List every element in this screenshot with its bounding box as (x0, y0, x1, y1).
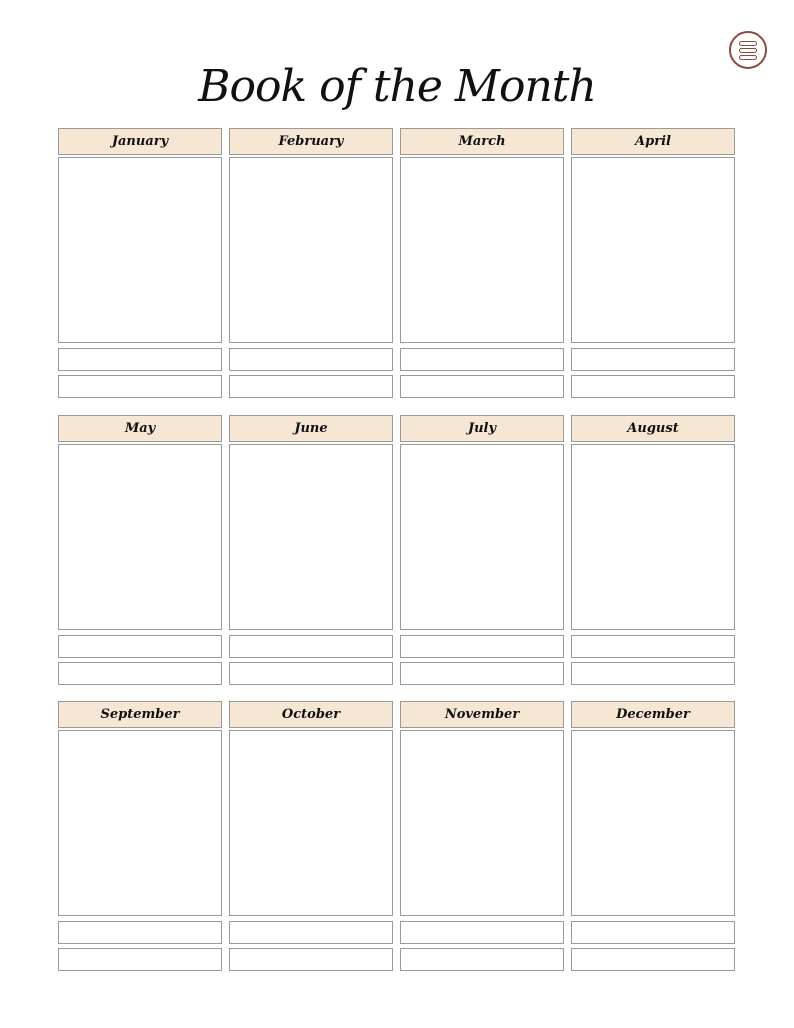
month-header: September (58, 701, 222, 728)
book-cover-box[interactable] (400, 730, 564, 916)
title-line[interactable] (571, 921, 735, 944)
title-line[interactable] (229, 921, 393, 944)
title-line[interactable] (229, 635, 393, 658)
title-line[interactable] (58, 348, 222, 371)
title-line[interactable] (58, 921, 222, 944)
title-line[interactable] (571, 635, 735, 658)
author-line[interactable] (229, 948, 393, 971)
book-cover-box[interactable] (229, 157, 393, 343)
author-line[interactable] (58, 375, 222, 398)
month-header: May (58, 415, 222, 442)
menu-bar-3 (739, 55, 757, 60)
title-line[interactable] (400, 635, 564, 658)
author-line[interactable] (571, 948, 735, 971)
book-cover-box[interactable] (571, 730, 735, 916)
title-line[interactable] (229, 348, 393, 371)
month-header: June (229, 415, 393, 442)
book-cover-box[interactable] (58, 730, 222, 916)
book-cover-box[interactable] (229, 444, 393, 630)
month-header: December (571, 701, 735, 728)
month-header: October (229, 701, 393, 728)
month-header: January (58, 128, 222, 155)
page-title: Book of the Month (198, 61, 596, 112)
menu-bar-1 (739, 41, 757, 46)
author-line[interactable] (400, 948, 564, 971)
author-line[interactable] (58, 662, 222, 685)
month-header: February (229, 128, 393, 155)
book-cover-box[interactable] (571, 444, 735, 630)
title-line[interactable] (400, 921, 564, 944)
book-cover-box[interactable] (58, 157, 222, 343)
author-line[interactable] (571, 662, 735, 685)
author-line[interactable] (400, 375, 564, 398)
book-cover-box[interactable] (58, 444, 222, 630)
menu-list-icon[interactable] (729, 31, 767, 69)
month-header: March (400, 128, 564, 155)
title-line[interactable] (58, 635, 222, 658)
author-line[interactable] (229, 662, 393, 685)
menu-bar-2 (739, 48, 757, 53)
month-header: July (400, 415, 564, 442)
book-cover-box[interactable] (571, 157, 735, 343)
month-header: November (400, 701, 564, 728)
month-header: April (571, 128, 735, 155)
title-line[interactable] (400, 348, 564, 371)
author-line[interactable] (571, 375, 735, 398)
author-line[interactable] (229, 375, 393, 398)
title-line[interactable] (571, 348, 735, 371)
month-header: August (571, 415, 735, 442)
book-cover-box[interactable] (400, 444, 564, 630)
book-cover-box[interactable] (229, 730, 393, 916)
book-cover-box[interactable] (400, 157, 564, 343)
author-line[interactable] (400, 662, 564, 685)
author-line[interactable] (58, 948, 222, 971)
